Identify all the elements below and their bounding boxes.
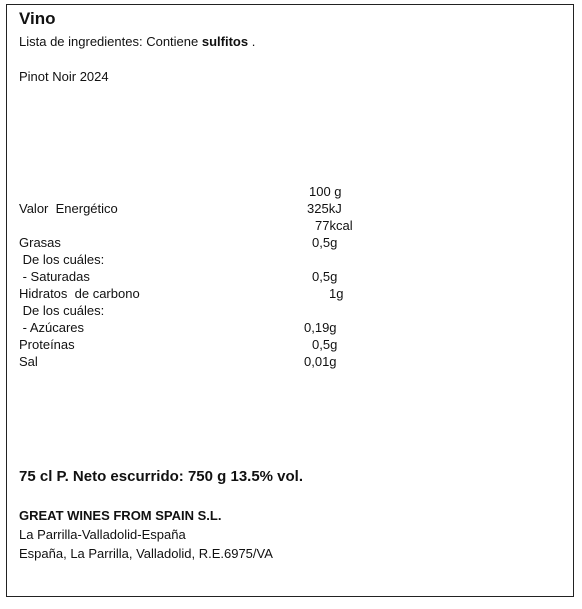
company-name: GREAT WINES FROM SPAIN S.L. (19, 508, 222, 523)
nutrition-row-de-los-cuales-2: De los cuáles: (19, 303, 105, 318)
net-volume-line: 75 cl P. Neto escurrido: 750 g 13.5% vol. (19, 468, 304, 485)
nutrition-row-hidratos-label: Hidratos de carbono (19, 286, 140, 301)
nutrition-row-energy-kcal: 77kcal (315, 218, 353, 233)
nutrition-row-energy-label: Valor Energético (19, 201, 118, 216)
nutrition-row-azucares-value: 0,19g (304, 320, 337, 335)
product-label (6, 4, 574, 597)
nutrition-row-sal-label: Sal (19, 354, 38, 369)
nutrition-row-sal-value: 0,01g (304, 354, 337, 369)
ingredients-line (19, 34, 255, 49)
product-title: Vino (19, 9, 56, 28)
ingredients-prefix: Lista de ingredientes: Contiene (19, 34, 202, 49)
nutrition-row-saturadas-value: 0,5g (312, 269, 338, 284)
allergen-sulfitos: sulfitos (201, 34, 249, 49)
nutrition-row-saturadas-label: - Saturadas (19, 269, 90, 284)
wine-variety: Pinot Noir 2024 (19, 69, 109, 84)
nutrition-row-hidratos-value: 1g (329, 286, 344, 301)
nutrition-row-energy-kj: 325kJ (307, 201, 342, 216)
ingredients-suffix: . (248, 34, 256, 49)
company-address-1: La Parrilla-Valladolid-España (19, 527, 186, 542)
nutrition-row-proteinas-value: 0,5g (312, 337, 338, 352)
nutrition-per-header: 100 g (309, 184, 342, 199)
nutrition-row-grasas-label: Grasas (19, 235, 61, 250)
nutrition-row-proteinas-label: Proteínas (19, 337, 75, 352)
company-address-2: España, La Parrilla, Valladolid, R.E.6975/VA (19, 546, 273, 561)
nutrition-row-grasas-value: 0,5g (312, 235, 338, 250)
nutrition-row-azucares-label: - Azúcares (19, 320, 85, 335)
nutrition-row-de-los-cuales-1: De los cuáles: (19, 252, 105, 267)
